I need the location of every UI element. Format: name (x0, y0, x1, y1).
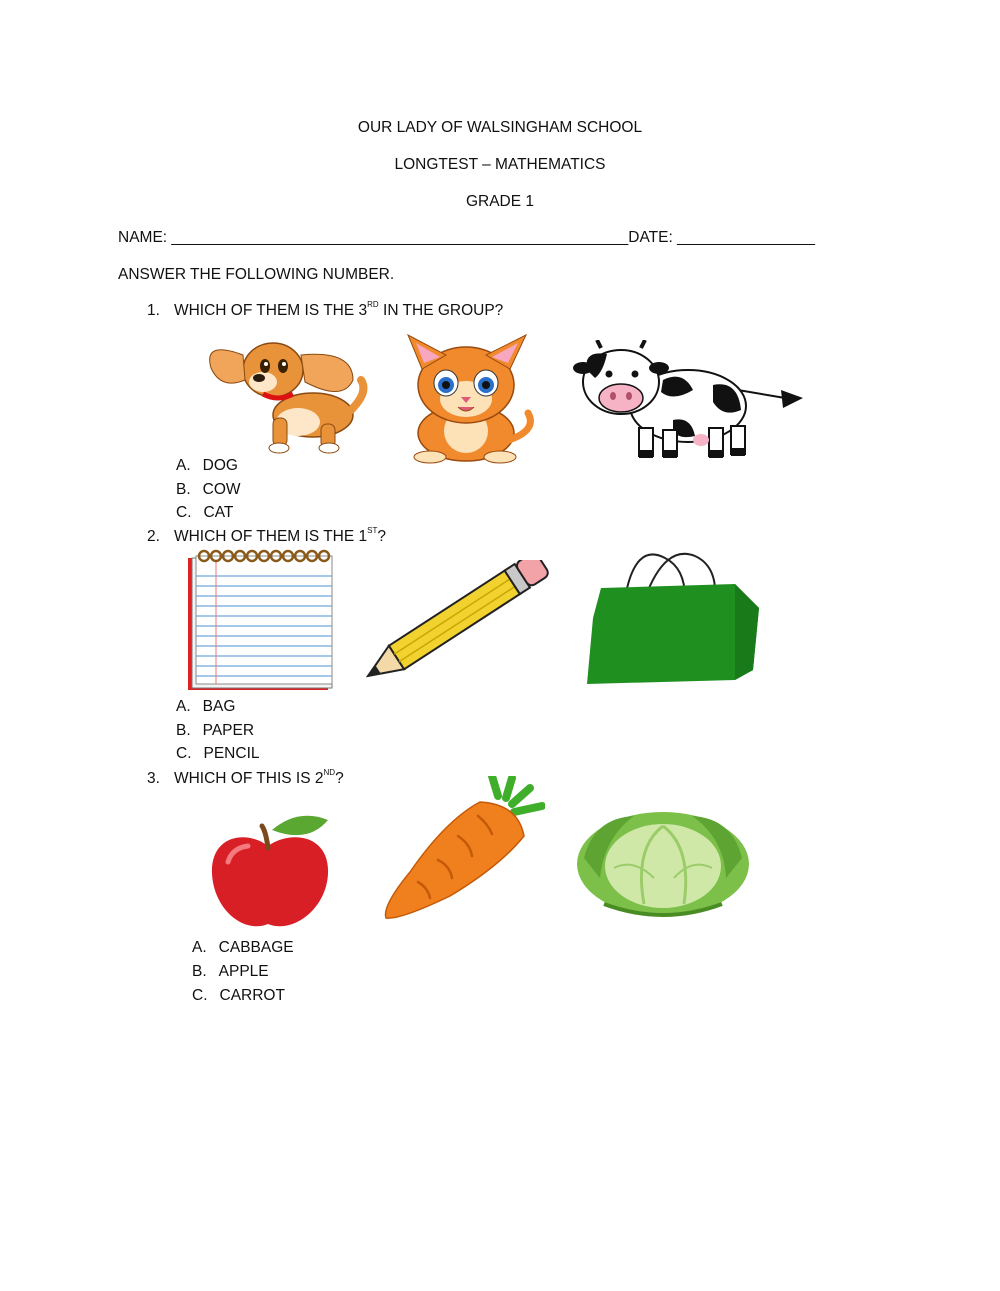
option-text: DOG (202, 457, 238, 474)
option-letter: C. (176, 504, 192, 521)
question-text-end: ? (335, 770, 344, 787)
question-text-end: IN THE GROUP? (378, 302, 504, 319)
option-letter: A. (192, 939, 207, 956)
option-text: PENCIL (203, 745, 260, 762)
grade-label: GRADE 1 (465, 193, 535, 210)
question-number: 1. (147, 302, 160, 319)
question-text: WHICH OF THIS IS 2 (173, 770, 324, 787)
q3-option-a[interactable] (192, 939, 294, 957)
option-text: CARROT (219, 987, 285, 1004)
option-text: BAG (202, 698, 236, 715)
question-number: 2. (147, 528, 160, 545)
bag-picture (585, 548, 763, 686)
option-text: CABBAGE (218, 939, 294, 956)
cat-picture (388, 333, 543, 465)
ordinal-suffix: RD (367, 300, 379, 309)
instruction-text: ANSWER THE FOLLOWING NUMBER. (118, 266, 395, 283)
cow-picture (573, 340, 805, 462)
option-text: APPLE (218, 963, 269, 980)
option-letter: A. (176, 457, 191, 474)
notepad-picture (186, 548, 336, 694)
option-letter: B. (176, 481, 191, 498)
ordinal-suffix: ST (367, 526, 378, 535)
apple-picture (208, 812, 332, 932)
question-text: WHICH OF THEM IS THE 1 (173, 528, 368, 545)
test-title: LONGTEST – MATHEMATICS (394, 156, 606, 173)
q1-option-c[interactable] (176, 504, 233, 522)
ordinal-suffix: ND (323, 768, 336, 777)
option-letter: B. (192, 963, 207, 980)
question-2 (147, 528, 386, 546)
option-letter: C. (192, 987, 208, 1004)
q1-option-a[interactable] (176, 457, 238, 475)
question-text: WHICH OF THEM IS THE 3 (173, 302, 368, 319)
q1-option-b[interactable] (176, 481, 241, 499)
option-text: COW (202, 481, 241, 498)
cabbage-picture (574, 808, 752, 920)
option-text: CAT (203, 504, 234, 521)
question-number: 3. (147, 770, 160, 787)
question-3 (147, 770, 344, 788)
school-name: OUR LADY OF WALSINGHAM SCHOOL (357, 119, 643, 136)
q3-option-b[interactable] (192, 963, 269, 981)
option-letter: C. (176, 745, 192, 762)
q2-option-b[interactable] (176, 722, 254, 740)
question-1 (147, 302, 503, 320)
question-text-end: ? (377, 528, 386, 545)
q2-option-c[interactable] (176, 745, 260, 763)
option-letter: A. (176, 698, 191, 715)
name-date-line[interactable]: NAME: _____________________________________________________DATE: ________________ (118, 229, 816, 246)
dog-picture (203, 330, 373, 455)
option-letter: B. (176, 722, 191, 739)
q3-option-c[interactable] (192, 987, 285, 1005)
pencil-picture (366, 560, 550, 678)
q2-option-a[interactable] (176, 698, 235, 716)
option-text: PAPER (202, 722, 255, 739)
carrot-picture (380, 776, 545, 922)
